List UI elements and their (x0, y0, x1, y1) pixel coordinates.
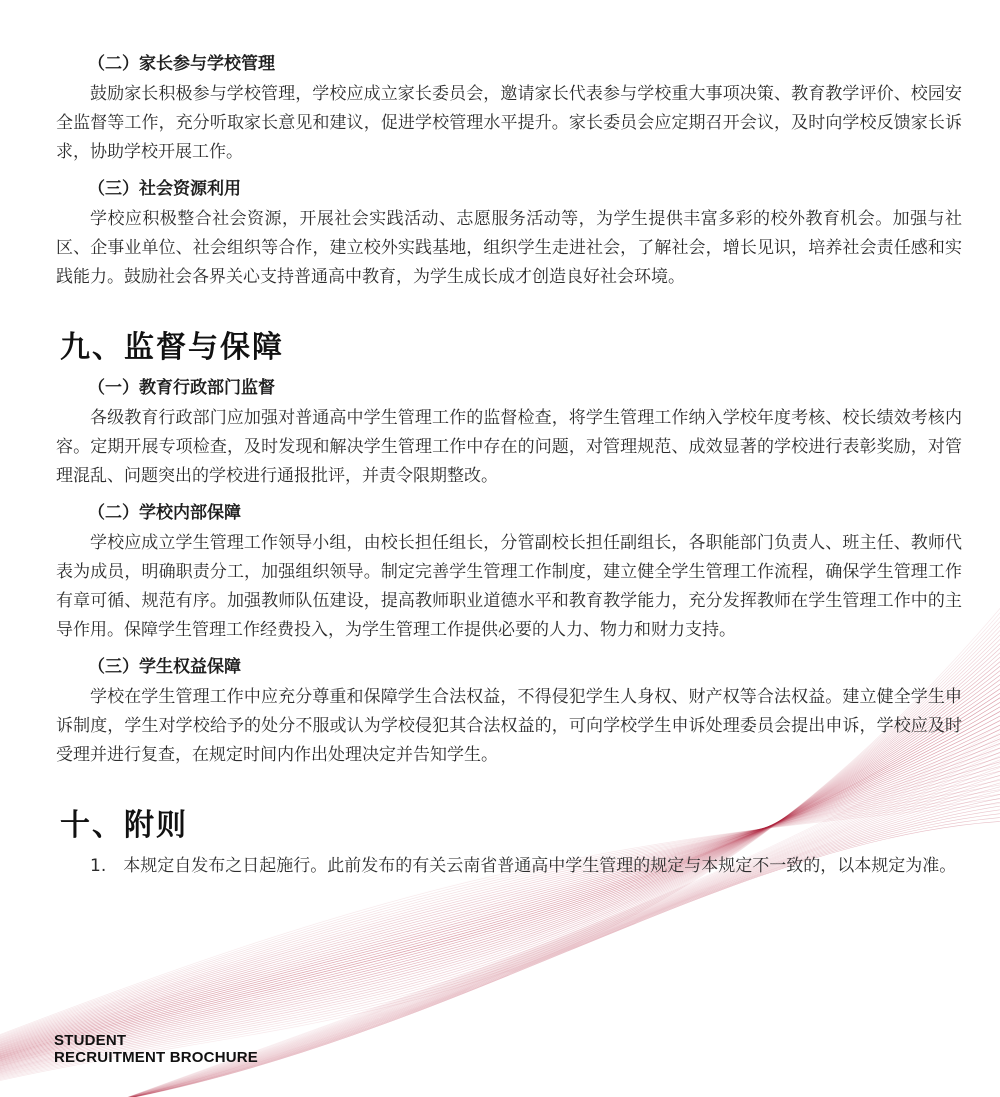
subheading-social-resources: （三）社会资源利用 (88, 179, 241, 199)
paragraph-appendix-item-1: 1. 本规定自发布之日起施行。此前发布的有关云南省普通高中学生管理的规定与本规定不一致的，以本规定为准。 (90, 856, 957, 876)
paragraph-student-rights: 学校在学生管理工作中应充分尊重和保障学生合法权益，不得侵犯学生人身权、财产权等合法权益。建立健全学生申诉制度，学生对学校给予的处分不服或认为学校侵犯其合法权益的，可向学校学生申诉处理委员会提出申诉，学校应及时受理并进行复查，在规定时间内作出处理决定并告知学生。 (56, 687, 962, 765)
brochure-brand-label (54, 1032, 258, 1066)
paragraph-social-resources: 学校应积极整合社会资源，开展社会实践活动、志愿服务活动等，为学生提供丰富多彩的校外教育机会。加强与社区、企事业单位、社会组织等合作，建立校外实践基地，组织学生走进社会，了解社会，增长见识，培养社会责任感和实践能力。鼓励社会各界关心支持普通高中教育，为学生成长成才创造良好社会环境。 (56, 209, 962, 287)
subheading-student-rights: （三）学生权益保障 (88, 657, 241, 677)
section-title-appendix: 十、附则 (60, 808, 188, 843)
brand-line-2: RECRUITMENT BROCHURE (54, 1049, 258, 1066)
subheading-parent-participation: （二）家长参与学校管理 (88, 54, 275, 74)
paragraph-admin-supervision: 各级教育行政部门应加强对普通高中学生管理工作的监督检查，将学生管理工作纳入学校年度考核、校长绩效考核内容。定期开展专项检查，及时发现和解决学生管理工作中存在的问题，对管理规范、成效显著的学校进行表彰奖励，对管理混乱、问题突出的学校进行通报批评，并责令限期整改。 (56, 408, 962, 486)
subheading-internal-guarantee: （二）学校内部保障 (88, 503, 241, 523)
subheading-admin-supervision: （一）教育行政部门监督 (88, 378, 275, 398)
page-content (56, 50, 962, 889)
section-title-supervision: 九、监督与保障 (60, 330, 284, 365)
paragraph-parent-participation: 鼓励家长积极参与学校管理，学校应成立家长委员会，邀请家长代表参与学校重大事项决策、教育教学评价、校园安全监督等工作，充分听取家长意见和建议，促进学校管理水平提升。家长委员会应定期召开会议，及时向学校反馈家长诉求，协助学校开展工作。 (56, 84, 962, 162)
paragraph-internal-guarantee: 学校应成立学生管理工作领导小组，由校长担任组长，分管副校长担任副组长，各职能部门负责人、班主任、教师代表为成员，明确职责分工，加强组织领导。制定完善学生管理工作制度，建立健全学生管理工作流程，确保学生管理工作有章可循、规范有序。加强教师队伍建设，提高教师职业道德水平和教育教学能力，充分发挥教师在学生管理工作中的主导作用。保障学生管理工作经费投入，为学生管理工作提供必要的人力、物力和财力支持。 (56, 533, 962, 640)
brand-line-1: STUDENT (54, 1032, 127, 1049)
